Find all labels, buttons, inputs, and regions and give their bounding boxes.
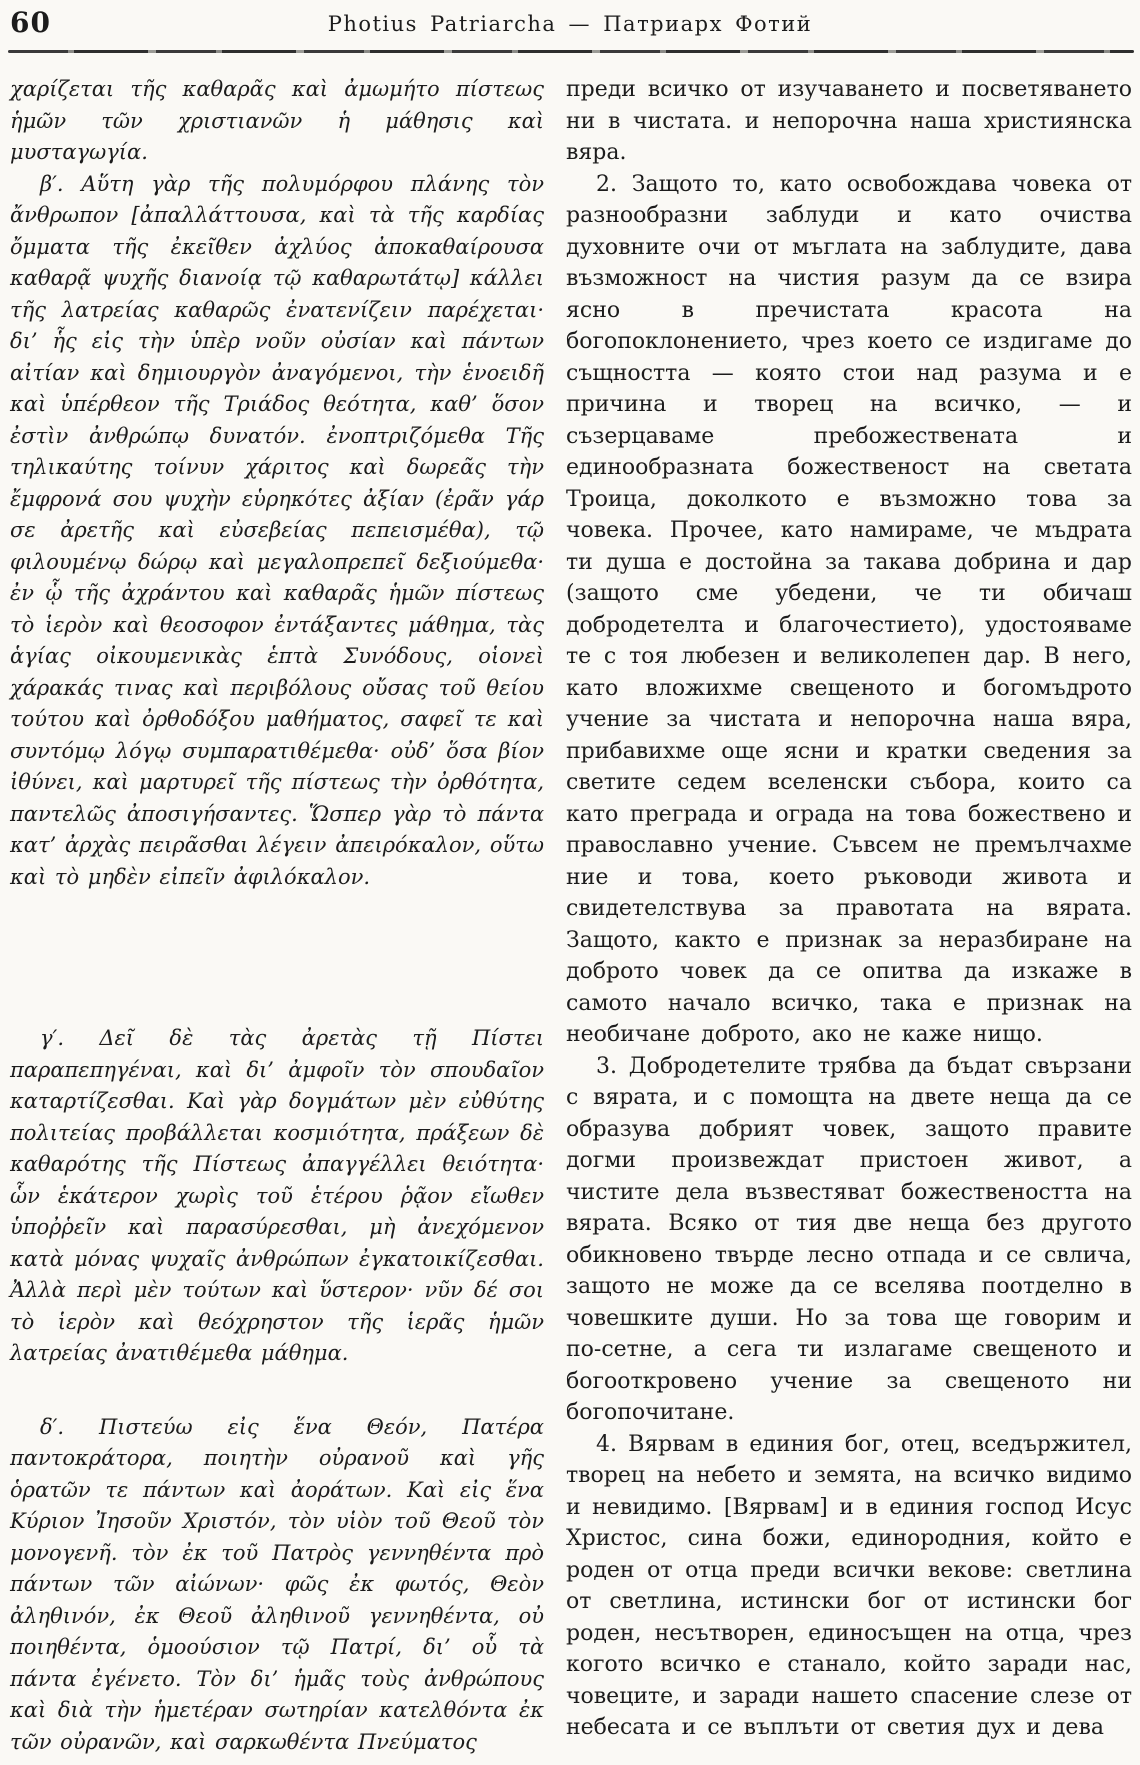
page-number: 60: [10, 6, 51, 39]
page-header: [0, 4, 1140, 48]
bulgarian-paragraph: 2. Защото то, като освобождава човека от разнообразни заблуди и като очиства духовните очи от мъглата на заблудите, дава възможност на чистия разум да се взира ясно в пречистата красота на богопоклонението, чрез което се издигаме до същността — която стои над разума и е причина и творец на всичко, — и съзерцаваме пребожествената и единообразната божественост на светата Троица, доколкото е възможно това за човека. Прочее, като намираме, че мъдрата ти душа е достойна за такава добрина и дар (защото сме убедени, че ти обичаш добродетелта и благочестието), удостояваме те с тоя любезен и великолепен дар. В него, като вложихме свещеното и богомъдрото учение за чистата и непорочна наша вяра, прибавихме още ясни и кратки сведения за светите седем вселенски събора, които са като преграда и ограда на това божествено и православно учение. Съвсем не премълчахме ние и това, което ръководи живота и свидетелствува за правотата на вярата. Защото, както е признак за неразбиране на доброто човек да се опитва да изкаже в самото начало всичко, така е признак на необичане доброто, ако не каже нищо.: [566, 171, 1132, 1047]
greek-paragraph: β′. Αὕτη γὰρ τῆς πολυμόρφου πλάνης τὸν ἄνθρωπον [ἀπαλλάττουσα, καὶ τὰ τῆς καρδίας ὄμματα τῆς ἐκεῖθεν ἀχλύος ἀποκαθαίρουσα καθαρᾷ ψυχῆς διανοίᾳ τῷ καθαρωτάτῳ] κάλλει τῆς λατρείας καθαρῶς ἐνατενίζειν παρέχεται· δι’ ἧς εἰς τὴν ὑπὲρ νοῦν οὐσίαν καὶ πάντων αἰτίαν καὶ δημιουργὸν ἀναγόμενοι, τὴν ἑνοειδῆ καὶ ὑπέρθεον τῆς Τριάδος θεότητα, καθ’ ὅσον ἐστὶν ἀνθρώπῳ δυνατόν. ἐνοπτριζόμεθα Τῆς τηλικαύτης τοίνυν χάριτος καὶ δωρεᾶς τὴν ἔμφρονά σου ψυχὴν εὑρηκότες ἀξίαν (ἐρᾶν γάρ σε ἀρετῆς καὶ εὐσεβείας πεπεισμέθα), τῷ φιλουμένῳ δώρῳ καὶ μεγαλοπρεπεῖ δεξιούμεθα· ἐν ᾧ τῆς ἀχράντου καὶ καθαρᾶς ἡμῶν πίστεως τὸ ἱερὸν καὶ θεοσοφον ἐντάξαντες μάθημα, τὰς ἁγίας οἰκουμενικὰς ἑπτὰ Συνόδους, οἱονεὶ χάρακάς τινας καὶ περιβόλους οὔσας τοῦ θείου τούτου καὶ ὀρθοδόξου μαθήματος, σαφεῖ τε καὶ συντόμῳ λόγῳ συμπαρατιθέμεθα· οὐδ’ ὅσα βίον ἰθύνει, καὶ μαρτυρεῖ τῆς πίστεως τὴν ὀρθότητα, παντελῶς ἀποσιγήσαντες. Ὥσπερ γὰρ τὸ πάντα κατ’ ἀρχὰς πειρᾶσθαι λέγειν ἀπειρόκαλον, οὕτω καὶ τὸ μηδὲν εἰπεῖν ἀφιλόκαλον.: [10, 171, 544, 889]
bulgarian-paragraph: преди всичко от изучаването и посветяването ни в чистата. и непорочна наша християнска вяра.: [566, 77, 1132, 165]
bulgarian-paragraph: 3. Добродетелите трябва да бъдат свързани с вярата, и с помощта на двете неща да се образува добрият човек, защото правите догми произвеждат пристоен живот, а чистите дела възвестяват божествеността на вярата. Всяко от тия две неща без другото обикновено твърде лесно отпада и се свлича, защото не може да се вселява поотделно в човешките души. Но за това ще говорим и по-сетне, а сега ти излагаме свещеното и богооткровено учение за свещеното ни богопочитане.: [566, 1053, 1132, 1425]
greek-column: [10, 74, 544, 1758]
bulgarian-paragraph: 4. Вярвам в единия бог, отец, вседържител, творец на небето и земята, на всичко видимо и невидимо. [Вярвам] и в единия господ Исус Христос, сина божи, единородния, който е роден от отца преди всички векове: светлина от светлина, истински бог от истински бог роден, несътворен, единосъщен на отца, чрез когото всичко е станало, който заради нас, човеците, и заради нашето спасение слезе от небесата и се въплъти от светия дух и дева: [566, 1431, 1132, 1740]
greek-paragraph: χαρίζεται τῆς καθαρᾶς καὶ ἀμωμήτο πίστεως ἡμῶν τῶν χριστιανῶν ἡ μάθησις καὶ μυσταγωγία.: [10, 77, 544, 164]
greek-paragraph: δ′. Πιστεύω εἰς ἕνα Θεόν, Πατέρα παντοκράτορα, ποιητὴν οὐρανοῦ καὶ γῆς ὁρατῶν τε πάντων καὶ ἀοράτων. Καὶ εἰς ἕνα Κύριον Ἰησοῦν Χριστόν, τὸν υἱὸν τοῦ Θεοῦ τὸν μονογενῆ. τὸν ἐκ τοῦ Πατρὸς γεννηθέντα πρὸ πάντων τῶν αἰώνων· φῶς ἐκ φωτός, Θεὸν ἀληθινόν, ἐκ Θεοῦ ἀληθινοῦ γεννηθέντα, οὐ ποιηθέντα, ὁμοούσιον τῷ Πατρί, δι’ οὗ τὰ πάντα ἐγένετο. Τὸν δι’ ἡμᾶς τοὺς ἀνθρώπους καὶ διὰ τὴν ἡμετέραν σωτηρίαν κατελθόντα ἐκ τῶν οὐρανῶν, καὶ σαρκωθέντα Πνεύματος: [10, 1414, 544, 1754]
bulgarian-column: [566, 74, 1132, 1744]
greek-paragraph: γ′. Δεῖ δὲ τὰς ἀρετὰς τῇ Πίστει παραπεπηγέναι, καὶ δι’ ἀμφοῖν τὸν σπουδαῖον καταρτίζεσθαι. Καὶ γὰρ δογμάτων μὲν εὐθύτης πολιτείας προβάλλεται κοσμιότητα, πράξεων δὲ καθαρότης τῆς Πίστεως ἀπαγγέλλει θειότητα· ὧν ἑκάτερον χωρὶς τοῦ ἑτέρου ῥᾷον εἴωθεν ὑποῤῥεῖν καὶ παρασύρεσθαι, μὴ ἀνεχόμενον κατὰ μόνας ψυχαῖς ἀνθρώπων ἐγκατοικίζεσθαι. Ἀλλὰ περὶ μὲν τούτων καὶ ὕστερον· νῦν δέ σοι τὸ ἱερὸν καὶ θεόχρηστον τῆς ἱερᾶς ἡμῶν λατρείας ἀνατιθέμεθα μάθημα.: [10, 1026, 544, 1365]
header-rule: [8, 50, 1134, 53]
two-column-text: [10, 74, 1134, 1765]
running-title: Photius Patriarcha — Патриарх Фотий: [327, 12, 813, 36]
